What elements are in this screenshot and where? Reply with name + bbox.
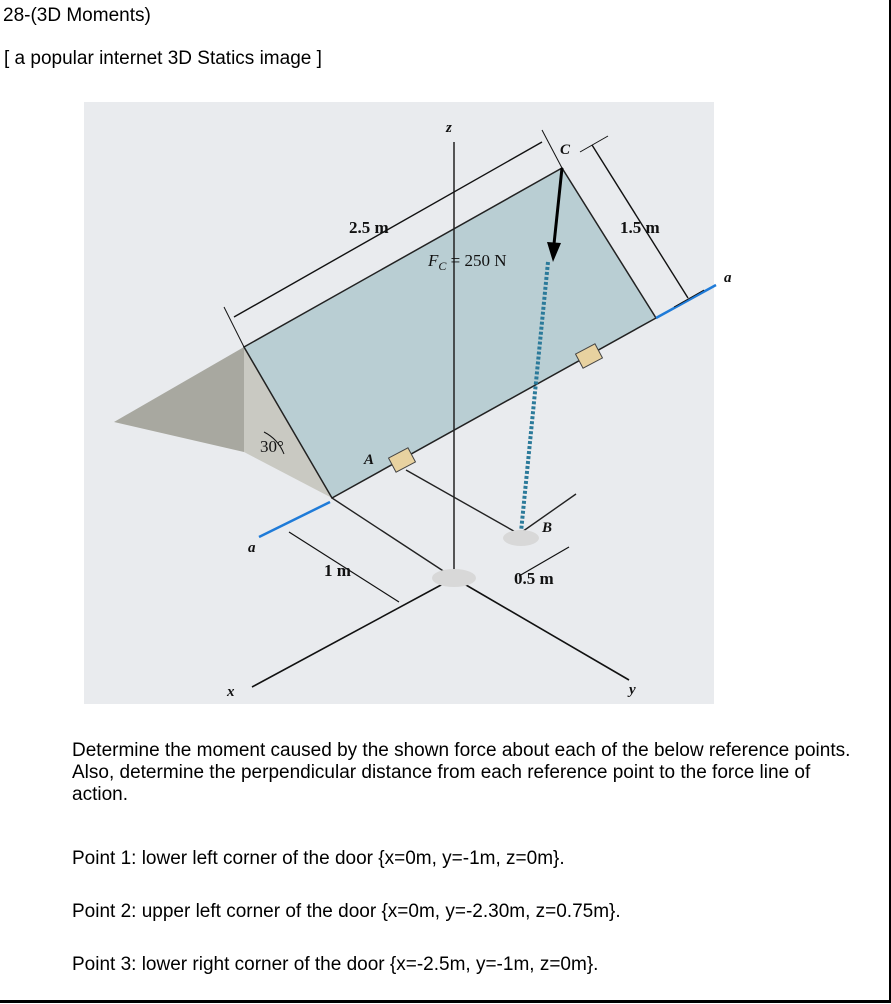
door-shadow [114,347,244,452]
hinge-axis-right [656,285,716,318]
dim-tick-bottom [674,290,704,307]
angle-label: 30° [260,437,284,456]
origin-anchor [432,569,476,587]
point-c-label: C [560,142,571,158]
axis-a-left-label: a [248,540,256,556]
axis-y-label: y [629,682,636,698]
image-caption: [ a popular internet 3D Statics image ] [4,48,322,69]
question-title: 28-(3D Moments) [3,5,151,26]
chain-ground-line [406,470,519,534]
reference-point-1: Point 1: lower left corner of the door {x=0m, y=-1m, z=0m}. [72,848,565,869]
reference-point-3: Point 3: lower right corner of the door {x=-2.5m, y=-1m, z=0m}. [72,954,599,975]
point-b-label: B [542,520,553,536]
axis-x-label: x [227,684,235,700]
force-subscript: C [438,259,447,273]
dim-tick-right [542,130,562,168]
problem-text: Determine the moment caused by the shown force about each of the below reference points. Also, determine the perpendicular distance from each reference point to the force line of action. [72,740,851,805]
door-panel [244,168,656,498]
y-axis [454,578,629,680]
force-value: = 250 N [446,251,507,270]
chain-anchor [503,530,539,546]
dim-label-height: 1.5 m [620,218,660,237]
dim-tick-top [580,136,608,152]
dim-label-offset: 1 m [324,561,351,580]
force-symbol: F [428,251,439,270]
statics-diagram [84,102,732,704]
axis-a-right-label: a [724,270,732,286]
hinge-axis-left [259,502,330,537]
dim-label-length: 2.5 m [349,218,389,237]
point-a-label: A [364,452,375,468]
axis-z-label: z [446,120,452,136]
dim-label-chain: 0.5 m [514,569,554,588]
statics-figure [84,102,732,704]
x-axis [252,578,454,687]
problem-statement [72,740,862,806]
reference-point-2: Point 2: upper left corner of the door {x=0m, y=-2.30m, z=0.75m}. [72,901,621,922]
